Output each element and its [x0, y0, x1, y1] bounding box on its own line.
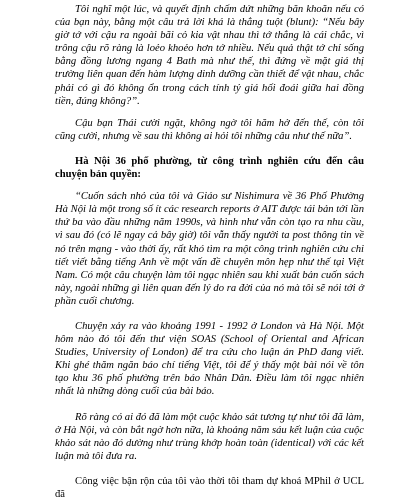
paragraph-1: Tôi nghĩ một lúc, và quyết định chấm dứt những băn khoăn nếu có của bạn này, bằng một câu trả lời khá là thẳng tuột (blunt): “Nếu bây giờ tớ với cậu ra ngoài bãi cỏ kia vật nhau thì tớ thắng là cái chắc, vì trông cậu rõ ràng là loẻo khoẻo hơn tớ nhiều. Nếu quả thật tớ chỉ sống bằng đồng lương ngang 4 Bath mà như thế, thì đứng về mặt giá thị trường liên quan đến hàm lượng dinh dưỡng cần thiết để vật nhau, chắc phải có gì đó không ổn trong cách tính tỷ giá hối đoái giữa hai đồng tiền, đúng không?”. — [55, 4, 364, 107]
paragraph-6: Công việc bận rộn của tôi vào thời tôi tham dự khoá MPhil ở UCL đã — [55, 475, 364, 500]
paragraph-3: “Cuốn sách nhỏ của tôi và Giáo sư Nishimura về 36 Phố Phường Hà Nội là một trong số ít các research reports ở AIT được tái bản tới lần thứ ba vào đầu những năm 1990s, và hình như vẫn còn tạo ra nhu cầu, vì sau đó (có lẽ ngay cả bây giờ) tôi vẫn thấy người ta post thông tin về nó trên mạng - vào thời ấy, rất khó tìm ra một công trình nghiên cứu chi tiết viết bằng tiếng Anh về một vấn đề chuyên môn hẹp như thế tại Việt Nam. Có một câu chuyện làm tôi ngạc nhiên sau khi xuất bản cuốn sách này, ngoài những gì liên quan đến lý do ra đời của nó mà tôi sẽ nói tới ở phần cuối chương. — [55, 191, 364, 307]
paragraph-2: Cậu bạn Thái cười ngặt, không ngờ tôi hăm hở đến thế, còn tôi cũng cười, nhưng về sau thì không ai hỏi tôi những câu như thế nữa”. — [55, 117, 364, 142]
paragraph-5: Rõ ràng có ai đó đã làm một cuộc khảo sát tương tự như tôi đã làm, ở Hà Nội, và còn bắt ngờ hơn nữa, là khoảng năm sáu kết luận của cuộc khảo sát nào đó dường như trùng khớp hoàn toàn (identical) với các kết luận mà tôi đưa ra. — [55, 411, 364, 462]
paragraph-4: Chuyện xảy ra vào khoảng 1991 - 1992 ở London và Hà Nội. Một hôm nào đó tôi đến thư viện SOAS (School of Oriental and African Studies, University of London) để tra cứu cho luận án PhD đang viết. Khi ghé thăm ngăn báo chí tiếng Việt, tôi để ý thấy một bài nói về tôn tạo khu 36 phố phường trên báo Nhân Dân. Điều làm tôi ngạc nhiên nhất là những dòng cuối của bài báo. — [55, 320, 364, 398]
section-heading: Hà Nội 36 phố phường, từ công trình nghiên cứu đến câu chuyện bản quyền: — [55, 155, 364, 181]
